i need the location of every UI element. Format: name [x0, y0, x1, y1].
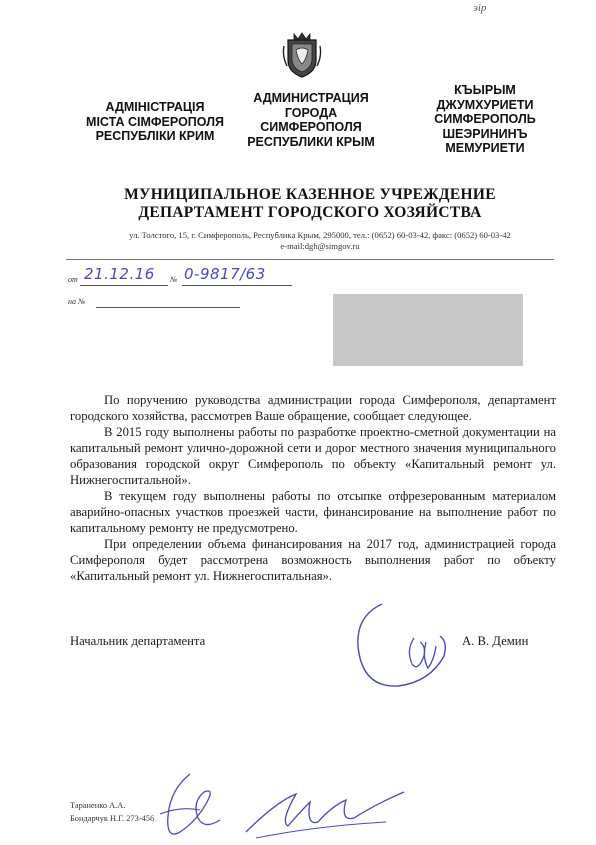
header-russian-line: АДМИНИСТРАЦИЯ	[253, 91, 369, 105]
header-crimean-tatar-line: КЪЫРЫМ	[454, 83, 516, 97]
date-handwritten: 21.12.16	[84, 265, 155, 283]
corner-handwritten-mark: эір	[473, 2, 487, 14]
date-label: от	[68, 275, 78, 284]
approval-signature-icon	[236, 782, 412, 842]
contacts-address: ул. Толстого, 15, г. Симферополь, Республика Крым, 295000, тел.: (0652) 60-03-42, факс: (0652) 60-03-42	[129, 230, 511, 240]
header-ukrainian-line: МІСТА СІМФЕРОПОЛЯ	[86, 114, 224, 129]
coat-of-arms-icon	[282, 30, 322, 80]
reply-number-label: на №	[68, 297, 86, 306]
header-russian-line: РЕСПУБЛИКИ КРЫМ	[247, 134, 375, 149]
header-russian-line: СИМФЕРОПОЛЯ	[260, 120, 362, 134]
organization-name	[60, 186, 560, 222]
body-paragraph: В текущем году выполнены работы по отсыпке отфрезерованным материалом аварийно-опасных участков проезжей части, финансирование на выполнение работ по капитальному ремонту не предусмотрено.	[70, 489, 556, 535]
body-paragraph: В 2015 году выполнены работы по разработке проектно-сметной документации на капитальный ремонт улично-дорожной сети и дорог местного значения муниципального образования городской округ Симферополь по объекту «Капитальный ремонт ул. Нижнегоспитальной».	[70, 425, 556, 487]
signature-title: Начальник департамента	[70, 634, 206, 648]
number-label: №	[170, 275, 178, 284]
body-paragraph: По поручению руководства администрации города Симферополя, департамент городского хозяйства, рассмотрев Ваше обращение, сообщает следующее.	[70, 393, 556, 423]
reply-number-underline	[96, 307, 240, 308]
contacts-block	[60, 230, 580, 252]
header-crimean-tatar-line: МЕМУРИЕТИ	[445, 141, 525, 155]
header-ukrainian-line: РЕСПУБЛІКИ КРИМ	[95, 129, 215, 143]
signature-name: А. В. Демин	[462, 634, 529, 648]
executor-1: Тараненко А.А.	[70, 801, 126, 810]
header-crimean-tatar-line: СИМФЕРОПОЛЬ	[434, 112, 536, 126]
header-divider	[66, 259, 554, 260]
date-underline	[80, 285, 168, 286]
number-handwritten: 0-9817/63	[184, 265, 266, 283]
header-russian	[221, 91, 401, 149]
organization-line-2: ДЕПАРТАМЕНТ ГОРОДСКОГО ХОЗЯЙСТВА	[138, 204, 482, 221]
header-russian-line: ГОРОДА	[284, 105, 338, 120]
redacted-recipient	[333, 294, 523, 366]
executor-2: Бондарчук Н.Г. 273-456	[70, 814, 155, 823]
header-ukrainian-line: АДМІНІСТРАЦІЯ	[105, 100, 205, 114]
header-crimean-tatar-line: ШЕЭРИНИНЪ	[442, 126, 528, 141]
approval-signature-icon	[150, 770, 240, 845]
handwritten-signature-icon	[352, 598, 462, 698]
letter-body	[70, 392, 556, 584]
header-crimean-tatar-line: ДЖУМХУРИЕТИ	[436, 97, 534, 112]
body-paragraph: При определении объема финансирования на 2017 год, администрацией города Симферополя будет рассмотрена возможность выполнения работ по объекту «Капитальный ремонт ул. Нижнегоспитальная».	[70, 537, 556, 583]
number-underline	[182, 285, 292, 286]
organization-line-1: МУНИЦИПАЛЬНОЕ КАЗЕННОЕ УЧРЕЖДЕНИЕ	[124, 186, 496, 203]
header-crimean-tatar	[400, 83, 570, 156]
contacts-email: e-mail:dgh@simgov.ru	[280, 241, 360, 251]
